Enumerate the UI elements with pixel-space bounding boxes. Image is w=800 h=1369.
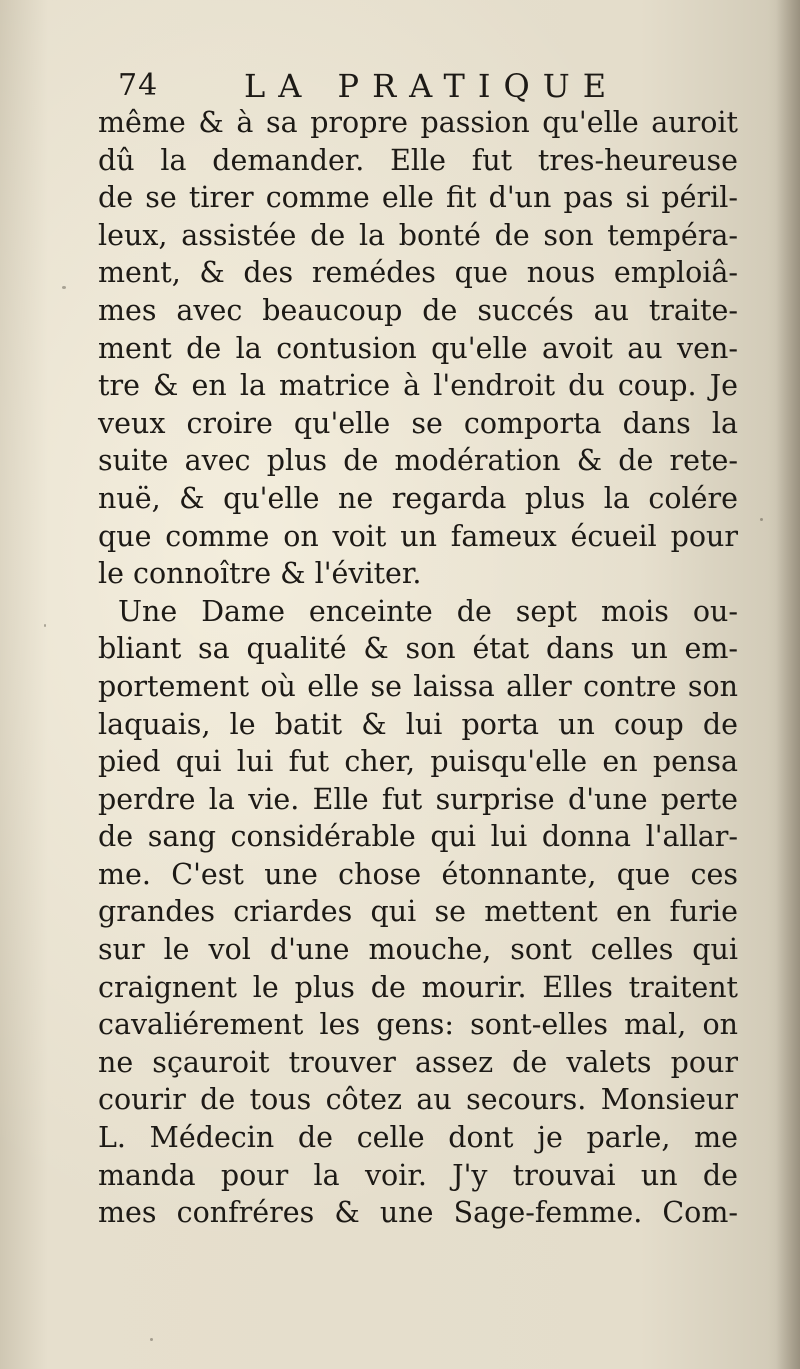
paper-speck [760,518,763,521]
text-line: leux, assistée de la bonté de son tempéra- [98,218,738,252]
text-line: même & à sa propre passion qu'elle auroit [98,106,738,139]
paragraph-end-line: le connoître & l'éviter. [98,557,422,591]
text-line: courir de tous côtez au secours. Monsieur [98,1083,738,1117]
page-number: 74 [118,68,159,103]
page-edge-shadow [776,0,800,1369]
text-line: de sang considérable qui lui donna l'allar- [98,820,738,854]
text-line: grandes criardes qui se mettent en furie [98,895,738,929]
text-line: me. C'est une chose étonnante, que ces [98,857,738,891]
running-title: LA PRATIQUE [244,67,620,105]
text-line: ment, & des remédes que nous emploiâ- [98,256,738,290]
text-line: cavaliérement les gens: sont-elles mal, on [98,1008,738,1042]
text-line: ment de la contusion qu'elle avoit au ven- [98,331,738,365]
text-line: pied qui lui fut cher, puisqu'elle en pensa [98,745,738,779]
text-line: dû la demander. Elle fut tres-heureuse [98,143,738,177]
text-line: de se tirer comme elle fit d'un pas si péril- [98,181,738,215]
text-line: mes confréres & une Sage-femme. Com- [98,1196,738,1230]
text-line: que comme on voit un fameux écueil pour [98,519,738,553]
paragraph-start-line: Une Dame enceinte de sept mois ou- [118,594,738,628]
page-body-text [98,104,738,1232]
text-line: L. Médecin de celle dont je parle, me [98,1121,738,1155]
text-line: sur le vol d'une mouche, sont celles qui [98,933,738,967]
text-line: craignent le plus de mourir. Elles traitent [98,970,738,1004]
text-line: mes avec beaucoup de succés au traite- [98,293,738,327]
text-line: tre & en la matrice à l'endroit du coup. Je [98,369,738,403]
text-line: bliant sa qualité & son état dans un em- [98,632,738,666]
paper-speck [62,286,66,289]
text-line: veux croire qu'elle se comporta dans la [98,406,738,440]
paper-speck [150,1338,153,1341]
page-header [118,64,738,108]
text-line: laquais, le batit & lui porta un coup de [98,707,738,741]
text-line: portement où elle se laissa aller contre son [98,669,738,703]
text-line: suite avec plus de modération & de rete- [98,444,738,478]
text-line: manda pour la voir. J'y trouvai un de [98,1158,738,1192]
text-line: ne sçauroit trouver assez de valets pour [98,1045,738,1079]
text-line: perdre la vie. Elle fut surprise d'une perte [98,782,738,816]
text-line: nuë, & qu'elle ne regarda plus la colére [98,481,738,515]
paper-speck [44,624,46,627]
